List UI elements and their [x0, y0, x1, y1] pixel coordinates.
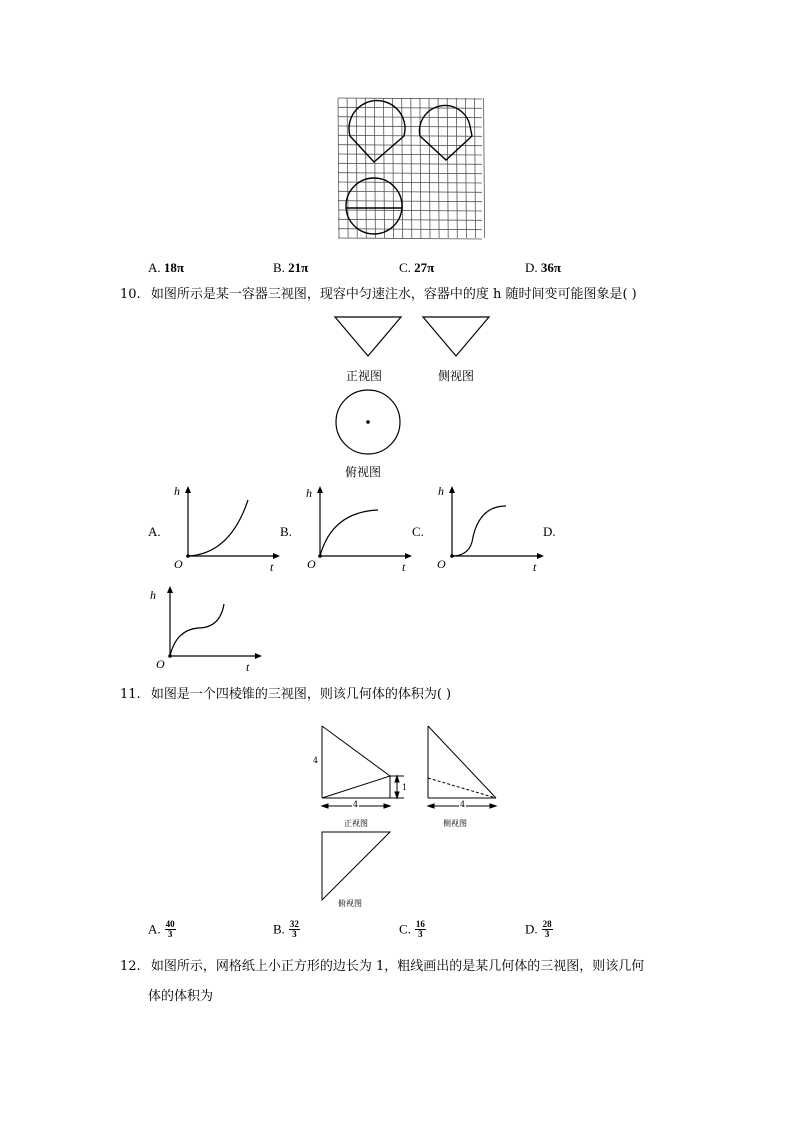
q10-top-label: 俯视图	[345, 465, 382, 479]
q10-option-b[interactable]: B.	[280, 524, 292, 539]
q10-graph-a	[170, 484, 282, 574]
q11-dim-4-side: 4	[460, 800, 466, 809]
q11-top-view	[320, 830, 394, 904]
q10-graph-b-h: h	[306, 486, 312, 500]
q11-dim-4-vertical: 4	[313, 756, 319, 765]
q11-number: 11.	[120, 687, 141, 702]
q10-front-view	[334, 316, 402, 358]
q11-front-label: 正视图	[344, 819, 368, 828]
q10-text: 如图所示是某一容器三视图，现容中匀速注水，容器中的度 h 随时间变可能图象是( )	[150, 287, 637, 302]
q10-side-label: 侧视图	[438, 369, 475, 383]
q11-option-a[interactable]: A. $\frac{40}{3}$	[148, 919, 175, 939]
q10-graph-a-o: O	[174, 557, 183, 571]
q10-graph-b-t: t	[402, 560, 406, 574]
q10-graph-d-h: h	[150, 588, 156, 602]
q9-option-b[interactable]: B. 21π	[273, 260, 309, 275]
q10-top-view	[334, 388, 402, 456]
q10-graph-c-h: h	[438, 484, 444, 498]
q10-graph-b-o: O	[307, 557, 316, 571]
q11-option-d[interactable]: D. $\frac{28}{3}$	[525, 919, 552, 939]
q11-side-label: 侧视图	[443, 819, 467, 828]
q12-line1: 如图所示，网格纸上小正方形的边长为 1，粗线画出的是某几何体的三视图，则该几何	[150, 959, 645, 974]
q10-graph-c-t: t	[533, 560, 537, 574]
q10-graph-a-t: t	[270, 560, 274, 574]
q11-side-view	[424, 722, 504, 812]
q9-option-d[interactable]: D. 36π	[525, 260, 562, 275]
q11-top-label: 俯视图	[338, 899, 362, 908]
q10-option-a[interactable]: A.	[148, 524, 161, 539]
q11-dim-4-front: 4	[353, 800, 359, 809]
q10-question	[120, 286, 637, 304]
q10-graph-a-h: h	[174, 484, 180, 498]
q10-graph-c	[434, 484, 546, 574]
q11-dim-1: 1	[402, 783, 408, 792]
q12-question	[120, 958, 644, 976]
q10-front-label: 正视图	[346, 369, 383, 383]
q10-graph-d-t: t	[246, 660, 250, 674]
q12-number: 12.	[120, 959, 141, 974]
q11-question	[120, 686, 451, 704]
q11-options	[148, 920, 748, 950]
q11-text: 如图是一个四棱锥的三视图，则该几何体的体积为( )	[150, 687, 452, 702]
q11-option-b[interactable]: B. $\frac{32}{3}$	[273, 919, 299, 939]
q11-option-c[interactable]: C. $\frac{16}{3}$	[399, 919, 425, 939]
q10-option-d[interactable]: D.	[543, 524, 556, 539]
q10-graph-b	[302, 484, 414, 574]
q10-option-c[interactable]: C.	[412, 524, 424, 539]
q11-front-view	[310, 722, 416, 812]
q10-number: 10.	[120, 287, 141, 302]
q9-option-c[interactable]: C. 27π	[399, 260, 435, 275]
q9-option-a[interactable]: A. 18π	[148, 260, 185, 275]
q10-graph-d-o: O	[156, 657, 165, 671]
q10-graph-c-o: O	[437, 557, 446, 571]
q10-side-view	[422, 316, 490, 358]
q9-grid-figure	[336, 96, 488, 244]
q12-line2: 体的体积为	[148, 989, 214, 1004]
